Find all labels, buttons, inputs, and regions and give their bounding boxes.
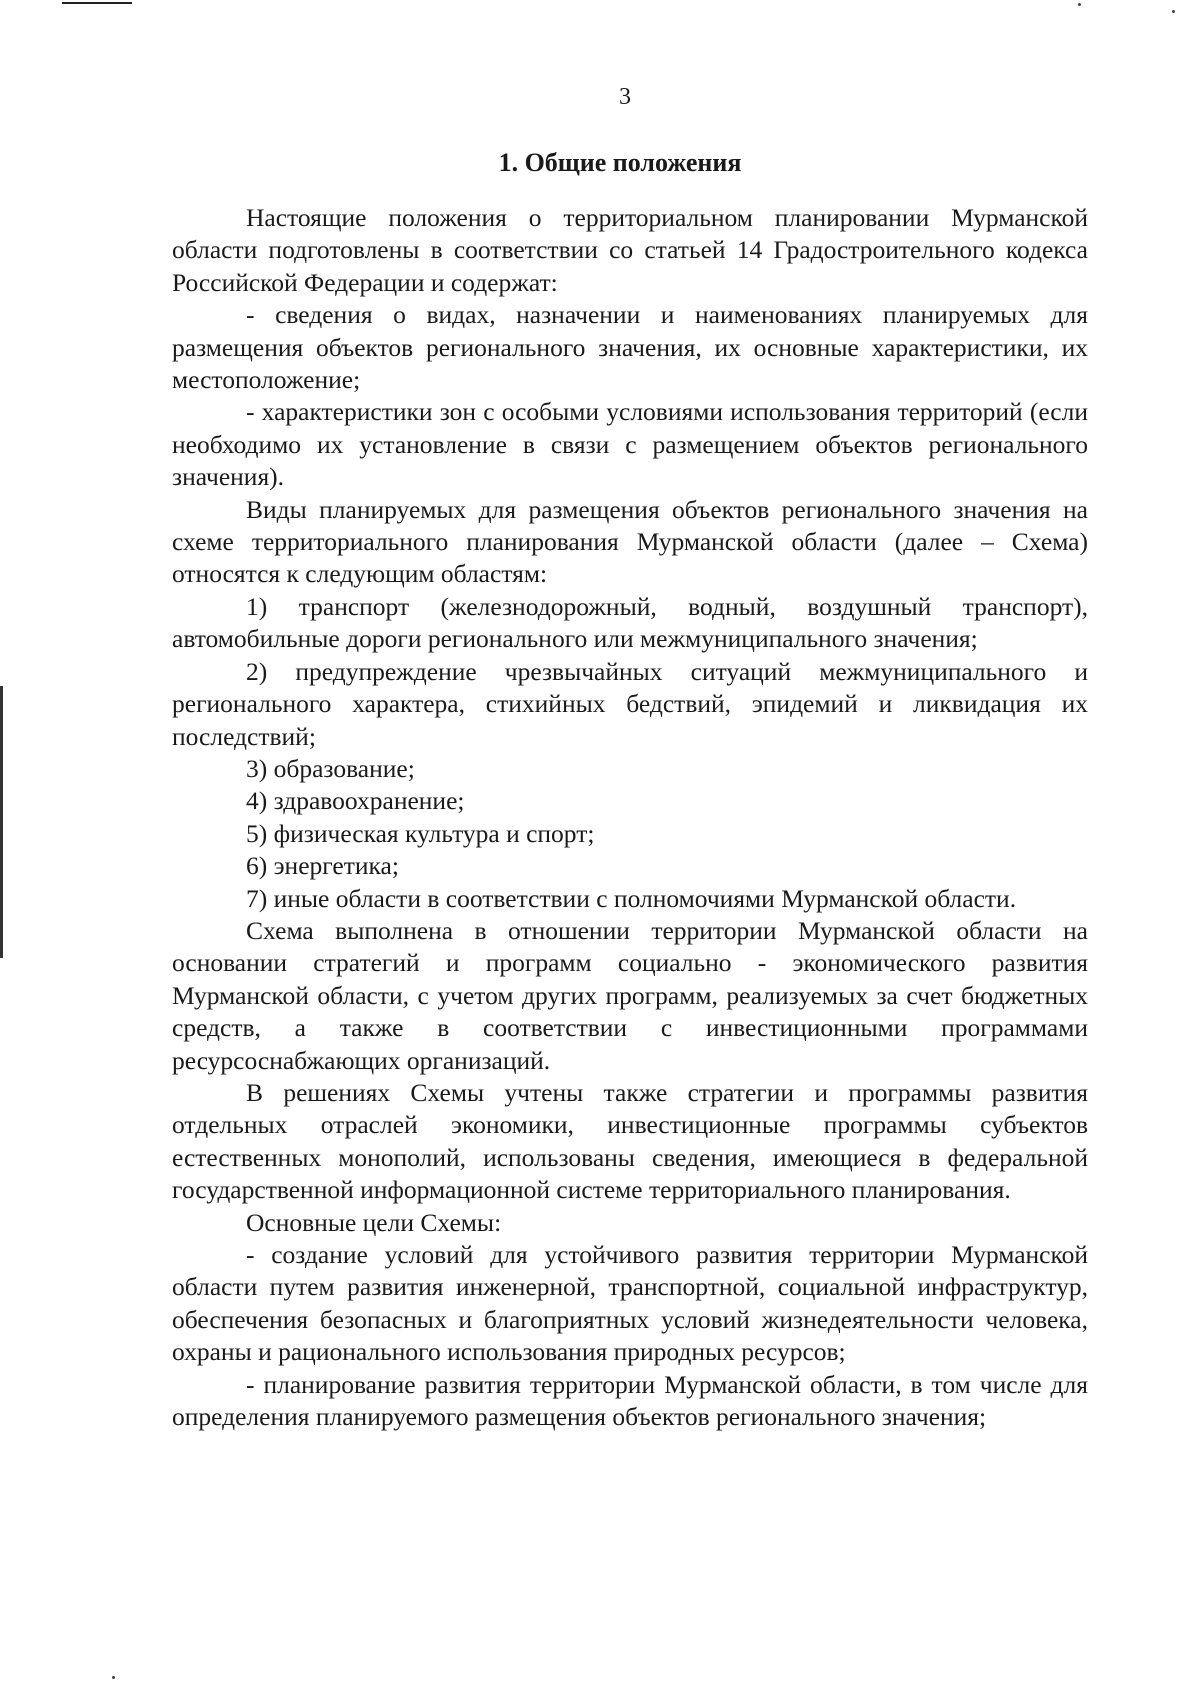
list-item: 2) предупреждение чрезвычайных ситуаций межмуниципального и регионального характера, стихийных бедствий, эпидемий и ликвидация их последствий;: [172, 656, 1088, 751]
list-item: 5) физическая культура и спорт;: [246, 818, 595, 848]
list-item: 4) здравоохранение;: [246, 786, 465, 816]
list-item: 7) иные области в соответствии с полномочиями Мурманской области.: [246, 883, 1017, 913]
paragraph: Схема выполнена в отношении территории Мурманской области на основании стратегий и программ социально - экономического развития Мурманской области, с учетом других программ, реализуемых за счет бюджетных средств, а также в соответствии с инвестиционными программами ресурсоснабжающих организаций.: [172, 915, 1088, 1075]
paragraph: Настоящие положения о территориальном планировании Мурманской области подготовлены в соответствии со статьей 14 Градостроительного кодекса Российской Федерации и содержат:: [172, 203, 1088, 297]
paragraph: Основные цели Схемы:: [246, 1207, 502, 1237]
scan-artifact-dot: [1172, 10, 1175, 13]
scan-artifact-dot: [1078, 3, 1081, 6]
dash-list-item: - сведения о видах, назначении и наименованиях планируемых для размещения объектов регионального значения, их основные характеристики, их местоположение;: [172, 300, 1088, 395]
dash-list-item: - характеристики зон с особыми условиями использования территорий (если необходимо их установление в связи с размещением объектов регионального значения).: [172, 397, 1088, 492]
dash-list-item: - создание условий для устойчивого развития территории Мурманской области путем развития инженерной, транспортной, социальной инфраструктур, обеспечения безопасных и благоприятных условий жизнедеятельности человека, охраны и рационального использования природных ресурсов;: [172, 1240, 1088, 1367]
list-item: 3) образование;: [246, 753, 415, 783]
scan-artifact-bar: [0, 686, 3, 958]
paragraph: В решениях Схемы учтены также стратегии и программы развития отдельных отраслей экономики, инвестиционные программы субъектов естественных монополий, использованы сведения, имеющиеся в федеральной государственной информационной системе территориального планирования.: [172, 1077, 1088, 1205]
list-item: 6) энергетика;: [246, 851, 399, 881]
paragraph: Виды планируемых для размещения объектов регионального значения на схеме территориального планирования Мурманской области (далее – Схема) относятся к следующим областям:: [172, 494, 1088, 589]
list-item: 1) транспорт (железнодорожный, водный, воздушный транспорт), автомобильные дороги регионального или межмуниципального значения;: [172, 591, 1088, 654]
dash-list-item: - планирование развития территории Мурманской области, в том числе для определения планируемого размещения объектов регионального значения;: [172, 1369, 1088, 1432]
scan-artifact-line: [62, 2, 132, 4]
section-heading: 1. Общие положения: [498, 148, 742, 177]
document-body: [172, 202, 1088, 1433]
page-number: 3: [619, 84, 631, 110]
scan-artifact-dot: [112, 1676, 115, 1679]
